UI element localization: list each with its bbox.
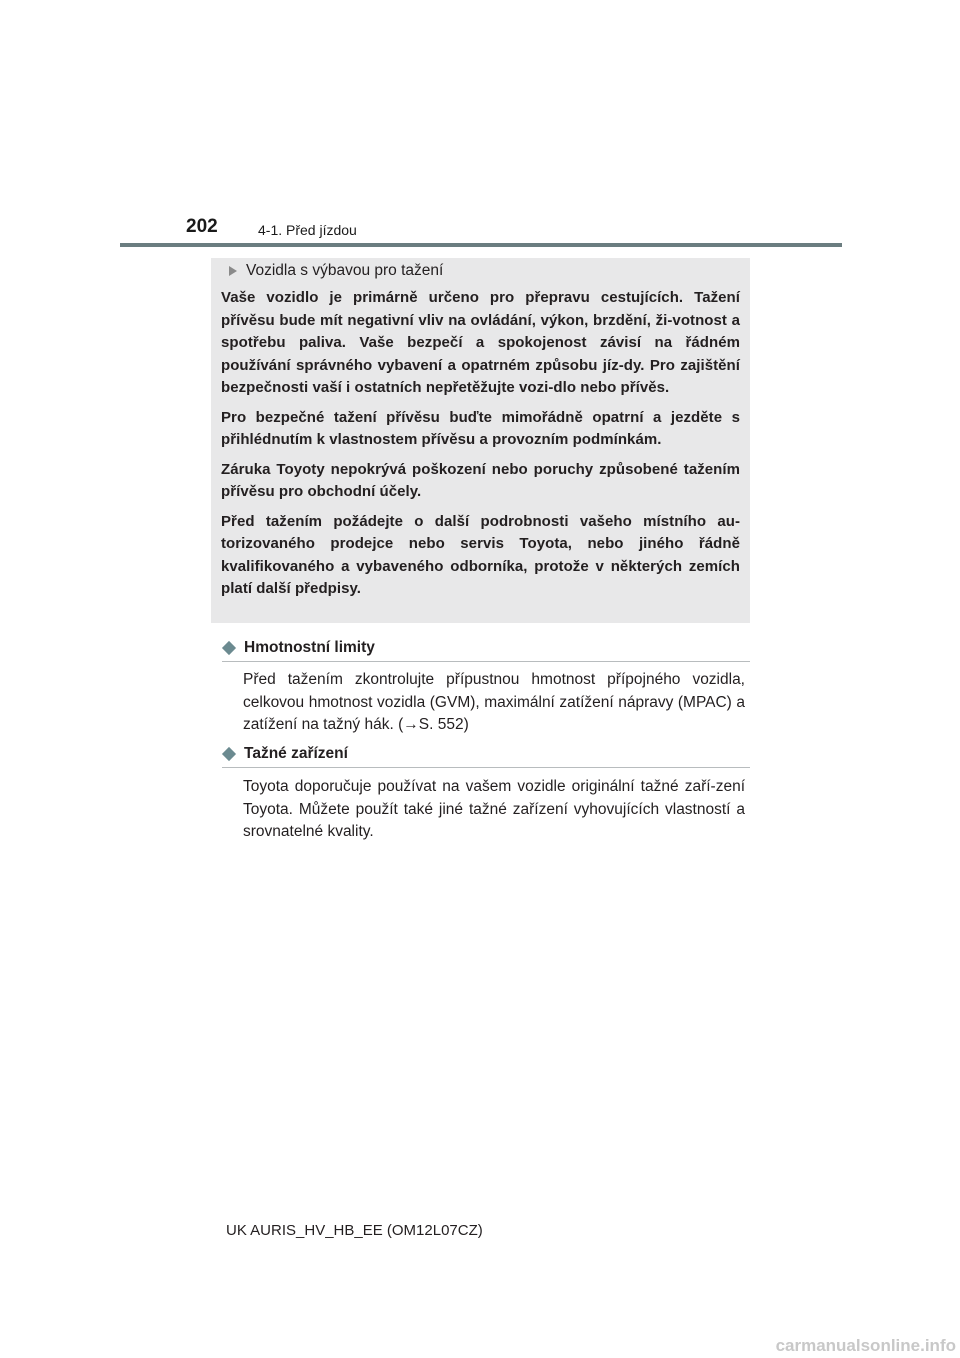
page-number: 202 xyxy=(186,216,218,237)
info-paragraph: Záruka Toyoty nepokrývá poškození nebo poruchy způsobené tažením přívěsu pro obchodní účely. xyxy=(221,460,740,500)
section-heading-towing-equipment xyxy=(222,745,348,763)
info-paragraph: Vaše vozidlo je primárně určeno pro přepravu cestujících. Tažení přívěsu bude mít negativní vliv na ovládání, výkon, brzdění, ži-votnost a spotřebu paliva. Vaše bezpečí a spokojenost závisí na řádném používání správného vybavení a opatrném způsobu jíz-dy. Pro zajištění bezpečnosti vaší i ostatních nepřetěžujte vozi-dlo nebo přívěs. xyxy=(221,289,740,396)
diamond-bullet-icon xyxy=(222,747,236,761)
triangle-bullet-icon xyxy=(229,266,237,276)
diamond-bullet-icon xyxy=(222,641,236,655)
section-title: Hmotnostní limity xyxy=(244,639,375,656)
info-paragraph: Pro bezpečné tažení přívěsu buďte mimořádně opatrní a jezděte s přihlédnutím k vlastnostem přívěsu a provozním podmínkám. xyxy=(221,408,740,448)
info-box-heading xyxy=(229,262,443,280)
section-body-weight-limits: Před tažením zkontrolujte přípustnou hmotnost přípojného vozidla, celkovou hmotnost vozidla (GVM), maximální zatížení nápravy (MPAC) a zatížení na tažný hák. (→S. 552) xyxy=(243,671,745,733)
info-box-heading-text: Vozidla s výbavou pro tažení xyxy=(246,262,444,279)
info-box-paragraphs xyxy=(221,287,740,608)
section-label: 4-1. Před jízdou xyxy=(258,222,357,238)
section-heading-weight-limits xyxy=(222,639,375,657)
section-rule xyxy=(222,661,750,662)
section-body-towing-equipment: Toyota doporučuje používat na vašem vozidle originální tažné zaří-zení Toyota. Můžete použít také jiné tažné zařízení vyhovujících vlastností a srovnatelné kvality. xyxy=(243,778,745,840)
section-title: Tažné zařízení xyxy=(244,745,348,762)
watermark: carmanualsonline.info xyxy=(775,1336,956,1355)
document-code: UK AURIS_HV_HB_EE (OM12L07CZ) xyxy=(226,1222,483,1239)
header-rule xyxy=(120,243,842,247)
info-paragraph: Před tažením požádejte o další podrobnosti vašeho místního au-torizovaného prodejce nebo servis Toyota, nebo jiného řádně kvalifikovaného a vybaveného odborníka, protože v některých zemích platí další předpisy. xyxy=(221,512,740,597)
info-box xyxy=(211,258,750,623)
section-rule xyxy=(222,767,750,768)
